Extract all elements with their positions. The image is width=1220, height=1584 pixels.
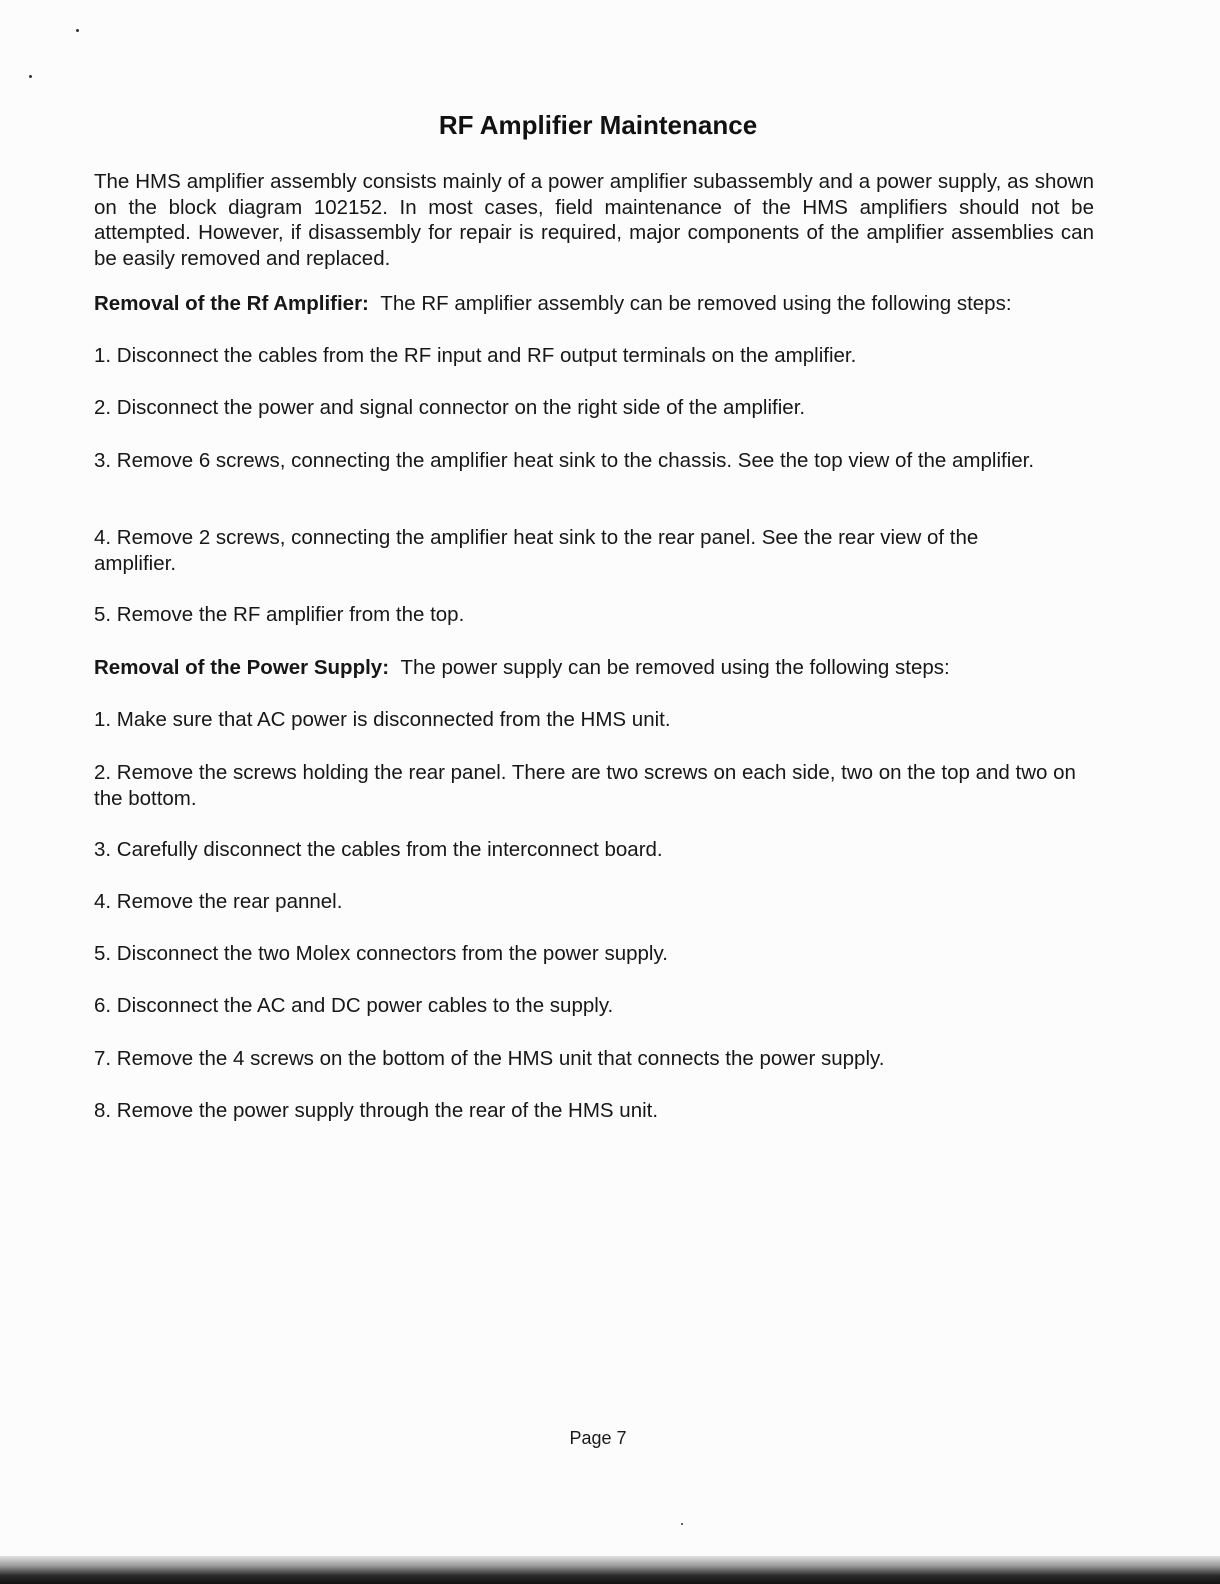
scan-edge-shadow: [0, 1556, 1220, 1584]
rf-section-lead-text: The RF amplifier assembly can be removed using the following steps:: [380, 292, 1012, 315]
ps-section-heading: Removal of the Power Supply:: [94, 656, 390, 679]
ps-step: 8. Remove the power supply through the rear of the HMS unit.: [94, 1099, 659, 1122]
ps-step: 2. Remove the screws holding the rear panel. There are two screws on each side, two on the top and two on the bottom.: [94, 761, 1076, 810]
rf-step: 4. Remove 2 screws, connecting the amplifier heat sink to the rear panel. See the rear view of the amplifier.: [94, 526, 979, 575]
intro-paragraph: The HMS amplifier assembly consists mainly of a power amplifier subassembly and a power supply, as shown on the block diagram 102152. In most cases, field maintenance of the HMS amplifiers should not be attempted. However, if disassembly for repair is required, major components of the amplifier assemblies can be easily removed and replaced.: [94, 170, 1094, 270]
page-title: RF Amplifier Maintenance: [438, 110, 758, 140]
rf-section-heading: Removal of the Rf Amplifier:: [94, 292, 369, 315]
ps-step: 5. Disconnect the two Molex connectors from the power supply.: [94, 942, 668, 965]
rf-step: 3. Remove 6 screws, connecting the amplifier heat sink to the chassis. See the top view of the amplifier.: [94, 449, 1035, 472]
ps-step: 7. Remove the 4 screws on the bottom of the HMS unit that connects the power supply.: [94, 1047, 885, 1070]
scan-speck: [681, 1523, 683, 1525]
ps-step: 6. Disconnect the AC and DC power cables to the supply.: [94, 994, 614, 1017]
ps-step: 4. Remove the rear pannel.: [94, 890, 343, 913]
ps-step: 1. Make sure that AC power is disconnected from the HMS unit.: [94, 708, 671, 731]
rf-section-lead: [94, 291, 1094, 317]
rf-step: 5. Remove the RF amplifier from the top.: [94, 603, 465, 626]
page-number: Page 7: [569, 1428, 627, 1448]
scan-speck: [29, 75, 32, 78]
ps-section-lead-text: The power supply can be removed using the following steps:: [400, 656, 950, 679]
rf-step: 2. Disconnect the power and signal connector on the right side of the amplifier.: [94, 396, 806, 419]
rf-step: 1. Disconnect the cables from the RF input and RF output terminals on the amplifier.: [94, 344, 857, 367]
ps-section-lead: [94, 655, 1094, 681]
scan-speck: [76, 29, 79, 32]
ps-step: 3. Carefully disconnect the cables from the interconnect board.: [94, 838, 663, 861]
